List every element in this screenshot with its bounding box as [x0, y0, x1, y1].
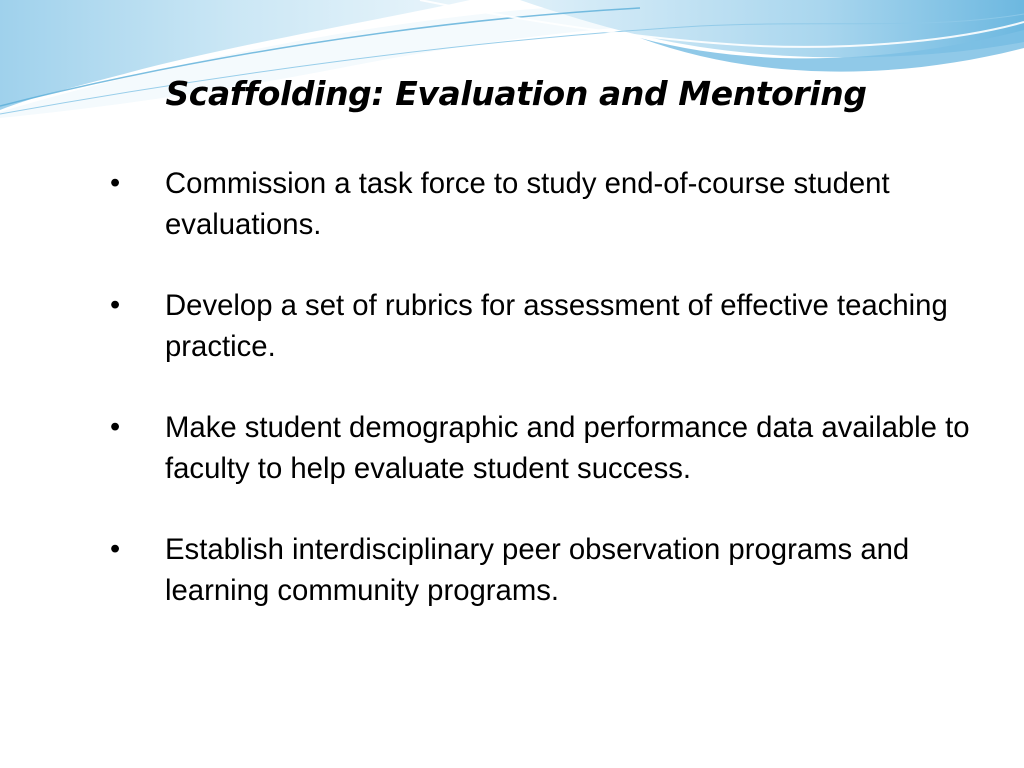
bullet-marker: •: [110, 533, 121, 565]
bullet-text: Establish interdisciplinary peer observation programs and learning community programs.: [165, 533, 910, 607]
slide-title: Scaffolding: Evaluation and Mentoring: [165, 74, 867, 113]
bullet-text: Develop a set of rubrics for assessment of effective teaching practice.: [165, 289, 948, 363]
bullet-text: Make student demographic and performance data available to faculty to help evaluate student success.: [165, 411, 970, 485]
bullet-marker: •: [110, 289, 121, 321]
bullet-marker: •: [110, 167, 121, 199]
bullet-text: Commission a task force to study end-of-course student evaluations.: [165, 167, 890, 241]
bullet-marker: •: [110, 411, 121, 443]
